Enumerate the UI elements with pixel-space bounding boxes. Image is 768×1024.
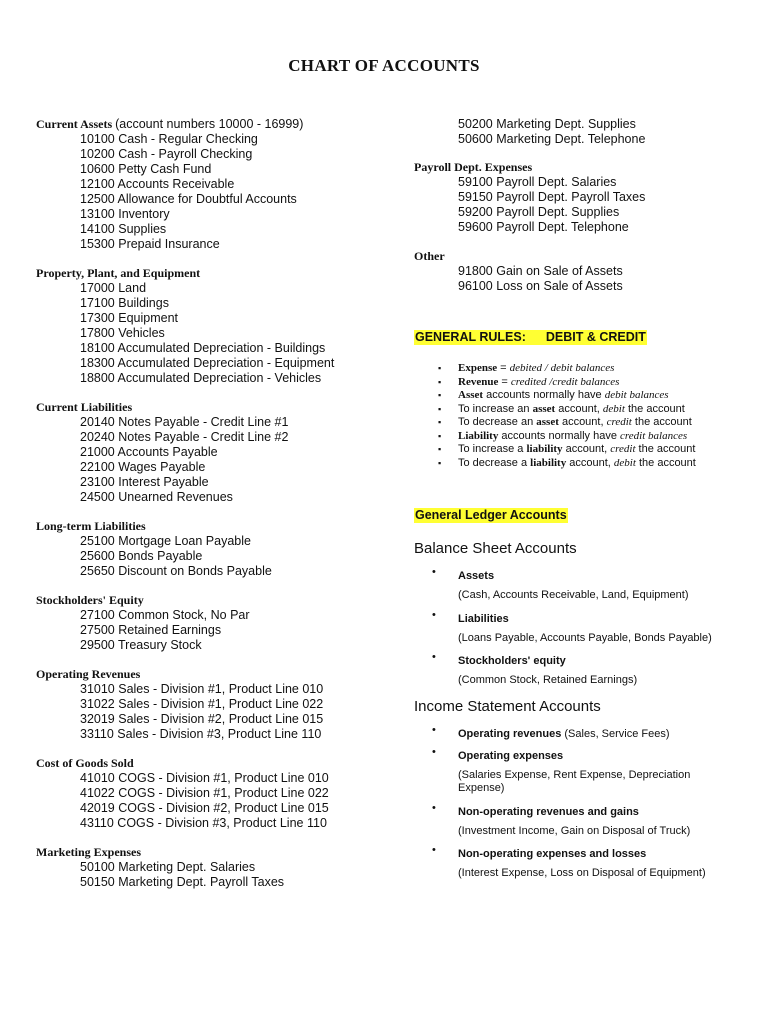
account-line: 17000 Land — [80, 281, 147, 295]
section-heading — [36, 266, 381, 281]
bullet-icon: ▪ — [438, 376, 442, 387]
bullet-icon: ▪ — [438, 390, 442, 400]
rule-item — [414, 389, 754, 403]
bullet-icon: ▪ — [438, 403, 442, 414]
bullet-item — [414, 609, 754, 646]
balance-sheet-heading: Balance Sheet Accounts — [414, 540, 577, 557]
section-heading — [36, 593, 381, 608]
rule-text: the account — [624, 402, 685, 415]
account-line: 25100 Mortgage Loan Payable — [80, 534, 251, 548]
section-operating-revenues — [36, 667, 381, 742]
rule-group — [414, 430, 754, 471]
income-statement-list — [414, 724, 754, 881]
debit-credit-label: DEBIT & CREDIT — [545, 330, 646, 344]
rule-emphasis: debited / debit balances — [509, 362, 615, 374]
bullet-label: Assets — [458, 570, 495, 582]
account-line: 27100 Common Stock, No Par — [80, 608, 250, 622]
bullet-icon: • — [432, 723, 436, 736]
section-heading — [36, 400, 381, 415]
bullet-label: Operating revenues — [458, 727, 562, 740]
bullet-icon: ▪ — [438, 430, 442, 441]
bullet-label: Operating expenses — [458, 749, 564, 762]
bullet-label: Liabilities — [458, 612, 509, 625]
rule-term: Revenue — [458, 375, 499, 388]
balance-sheet-list — [414, 566, 754, 688]
general-ledger-highlight: General Ledger Accounts — [415, 508, 567, 522]
account-line: 50200 Marketing Dept. Supplies — [458, 117, 636, 131]
rule-group — [414, 362, 754, 389]
bullet-label: Non-operating revenues and gains — [458, 805, 639, 818]
rule-text: the account — [631, 416, 692, 428]
rule-term: Asset — [458, 389, 484, 401]
account-line: 50150 Marketing Dept. Payroll Taxes — [80, 875, 285, 889]
account-line: 41010 COGS - Division #1, Product Line 010 — [80, 771, 329, 785]
section-heading-text: Current Assets — [36, 117, 113, 131]
bullet-line — [458, 566, 754, 584]
account-line: 15300 Prepaid Insurance — [80, 237, 220, 251]
rule-text: To increase an — [458, 402, 533, 415]
bullet-line — [458, 724, 754, 742]
section-heading-text: Operating Revenues — [36, 667, 141, 681]
bullet-line — [458, 609, 754, 627]
bullet-extra: (Sales, Service Fees) — [561, 727, 670, 740]
account-line: 59100 Payroll Dept. Salaries — [458, 175, 617, 189]
account-line: 17100 Buildings — [80, 296, 169, 310]
bullet-icon: • — [432, 801, 436, 814]
rule-item — [414, 443, 754, 457]
rule-text: account, — [562, 443, 611, 455]
section-heading — [36, 756, 381, 771]
rule-item — [414, 457, 754, 471]
bullet-detail: (Loans Payable, Accounts Payable, Bonds Payable) — [458, 631, 712, 644]
bullet-item — [414, 651, 754, 688]
rule-emphasis: credit — [606, 416, 632, 428]
section-note: (account numbers 10000 - 16999) — [115, 117, 304, 131]
rule-text: account, — [558, 416, 607, 428]
section-payroll-dept-expenses — [414, 160, 754, 235]
account-line: 29500 Treasury Stock — [80, 638, 202, 652]
account-line: 20140 Notes Payable - Credit Line #1 — [80, 415, 289, 429]
right-column — [414, 117, 754, 887]
account-line: 33110 Sales - Division #3, Product Line 110 — [80, 727, 322, 741]
bullet-icon: ▪ — [438, 457, 442, 468]
marketing-continuation — [414, 117, 754, 147]
section-heading: Other — [414, 249, 445, 263]
account-line: 41022 COGS - Division #1, Product Line 022 — [80, 786, 329, 800]
bullet-icon: • — [432, 566, 436, 578]
rule-text: account, — [566, 456, 614, 469]
rule-text: To increase a — [458, 443, 527, 455]
bullet-line — [458, 802, 754, 820]
section-heading-text: Stockholders' Equity — [36, 593, 144, 607]
account-line: 18100 Accumulated Depreciation - Buildings — [80, 341, 326, 355]
account-line: 21000 Accounts Payable — [80, 445, 218, 459]
general-ledger-heading — [414, 506, 754, 524]
account-line: 18300 Accumulated Depreciation - Equipment — [80, 356, 335, 370]
section-long-term-liabilities — [36, 519, 381, 579]
section-marketing-expenses — [36, 845, 381, 890]
account-line: 17300 Equipment — [80, 311, 178, 325]
bullet-item — [414, 802, 754, 839]
account-line: 13100 Inventory — [80, 207, 170, 221]
account-line: 10100 Cash - Regular Checking — [80, 132, 258, 146]
bullet-icon: • — [432, 608, 436, 621]
section-heading — [36, 117, 381, 132]
rule-item — [414, 416, 754, 430]
rule-emphasis: debit balances — [604, 389, 669, 401]
account-line: 14100 Supplies — [80, 222, 167, 236]
bullet-line — [458, 651, 754, 669]
bullet-label: Stockholders' equity — [458, 655, 566, 667]
account-line: 25600 Bonds Payable — [80, 549, 203, 563]
bullet-item — [414, 566, 754, 603]
bullet-detail: (Investment Income, Gain on Disposal of Truck) — [458, 824, 691, 837]
section-other — [414, 249, 754, 294]
account-line: 20240 Notes Payable - Credit Line #2 — [80, 430, 289, 444]
rule-text: accounts normally have — [483, 389, 605, 401]
account-line: 91800 Gain on Sale of Assets — [458, 264, 623, 278]
account-line: 12100 Accounts Receivable — [80, 177, 235, 191]
account-line: 43110 COGS - Division #3, Product Line 110 — [80, 816, 327, 830]
rule-item — [414, 430, 754, 444]
section-heading-text: Long-term Liabilities — [36, 519, 146, 533]
rule-emphasis: debit — [613, 456, 636, 469]
rule-text: accounts normally have — [498, 429, 621, 442]
bullet-detail: (Salaries Expense, Rent Expense, Depreciation Expense) — [458, 768, 691, 794]
income-statement-heading: Income Statement Accounts — [414, 697, 601, 715]
rule-text: To decrease a — [458, 456, 531, 469]
rule-term: liability — [530, 456, 567, 469]
rule-text: the account — [635, 456, 696, 469]
rule-item — [414, 376, 754, 390]
rule-emphasis: credited /credit balances — [510, 375, 620, 388]
account-line: 10200 Cash - Payroll Checking — [80, 147, 253, 161]
rule-text: = — [497, 362, 510, 374]
rule-term: asset — [532, 402, 556, 415]
section-heading-text: Marketing Expenses — [36, 845, 141, 859]
account-line: 32019 Sales - Division #2, Product Line 015 — [80, 712, 324, 726]
bullet-line — [458, 746, 754, 764]
bullet-icon: ▪ — [438, 417, 442, 427]
account-line: 59200 Payroll Dept. Supplies — [458, 205, 620, 219]
account-line: 17800 Vehicles — [80, 326, 165, 340]
account-line: 59600 Payroll Dept. Telephone — [458, 220, 629, 234]
rule-emphasis: debit — [602, 402, 625, 415]
section-heading — [36, 519, 381, 534]
section-heading — [36, 667, 381, 682]
rule-group — [414, 389, 754, 430]
section-heading-text: Cost of Goods Sold — [36, 756, 134, 770]
account-line: 27500 Retained Earnings — [80, 623, 222, 637]
bullet-item — [414, 724, 754, 742]
bullet-detail: (Cash, Accounts Receivable, Land, Equipment) — [458, 589, 689, 601]
bullet-icon: • — [432, 651, 436, 663]
section-stockholders-equity — [36, 593, 381, 653]
account-line: 22100 Wages Payable — [80, 460, 206, 474]
right-sections — [414, 160, 754, 294]
rule-text: = — [498, 375, 511, 388]
section-heading: Payroll Dept. Expenses — [414, 160, 533, 174]
bullet-icon: ▪ — [438, 363, 442, 373]
rule-emphasis: credit balances — [620, 429, 688, 442]
account-line: 50100 Marketing Dept. Salaries — [80, 860, 256, 874]
account-line: 10600 Petty Cash Fund — [80, 162, 212, 176]
general-rules-label: GENERAL RULES: — [415, 330, 526, 344]
general-rules-heading — [414, 328, 754, 346]
bullet-item — [414, 746, 754, 796]
rule-text: account, — [555, 402, 603, 415]
rule-text: the account — [635, 443, 696, 455]
section-heading-text: Property, Plant, and Equipment — [36, 266, 201, 280]
account-line: 24500 Unearned Revenues — [80, 490, 233, 504]
account-line: 50600 Marketing Dept. Telephone — [458, 132, 646, 146]
bullet-line — [458, 844, 754, 862]
account-line: 23100 Interest Payable — [80, 475, 209, 489]
account-line: 59150 Payroll Dept. Payroll Taxes — [458, 190, 646, 204]
bullet-label: Non-operating expenses and losses — [458, 848, 647, 860]
general-rules-list — [414, 362, 754, 470]
account-line: 31022 Sales - Division #1, Product Line 022 — [80, 697, 324, 711]
bullet-detail: (Interest Expense, Loss on Disposal of Equipment) — [458, 867, 706, 879]
section-current-liabilities — [36, 400, 381, 505]
left-column — [36, 117, 381, 904]
section-property-plant-and-equipment — [36, 266, 381, 386]
rule-term: asset — [536, 416, 559, 428]
rule-term: Expense — [458, 362, 498, 374]
bullet-detail: (Common Stock, Retained Earnings) — [458, 674, 638, 686]
rule-emphasis: credit — [610, 443, 636, 455]
account-line: 18800 Accumulated Depreciation - Vehicles — [80, 371, 322, 385]
rule-term: liability — [526, 443, 563, 455]
general-rules-highlight — [414, 330, 647, 345]
section-heading — [36, 845, 381, 860]
bullet-icon: • — [432, 745, 436, 758]
section-cost-of-goods-sold — [36, 756, 381, 831]
document-title: CHART OF ACCOUNTS — [288, 56, 480, 75]
rule-term: Liability — [458, 429, 499, 442]
rule-text: To decrease an — [458, 416, 537, 428]
section-current-assets — [36, 117, 381, 252]
rule-item — [414, 362, 754, 376]
account-line: 12500 Allowance for Doubtful Accounts — [80, 192, 297, 206]
rule-item — [414, 403, 754, 417]
account-line: 31010 Sales - Division #1, Product Line 010 — [80, 682, 324, 696]
account-line: 42019 COGS - Division #2, Product Line 015 — [80, 801, 329, 815]
bullet-icon: • — [432, 844, 436, 856]
bullet-item — [414, 844, 754, 881]
section-heading-text: Current Liabilities — [36, 400, 133, 414]
bullet-icon: ▪ — [438, 444, 442, 454]
account-line: 96100 Loss on Sale of Assets — [458, 279, 623, 293]
account-line: 25650 Discount on Bonds Payable — [80, 564, 272, 578]
